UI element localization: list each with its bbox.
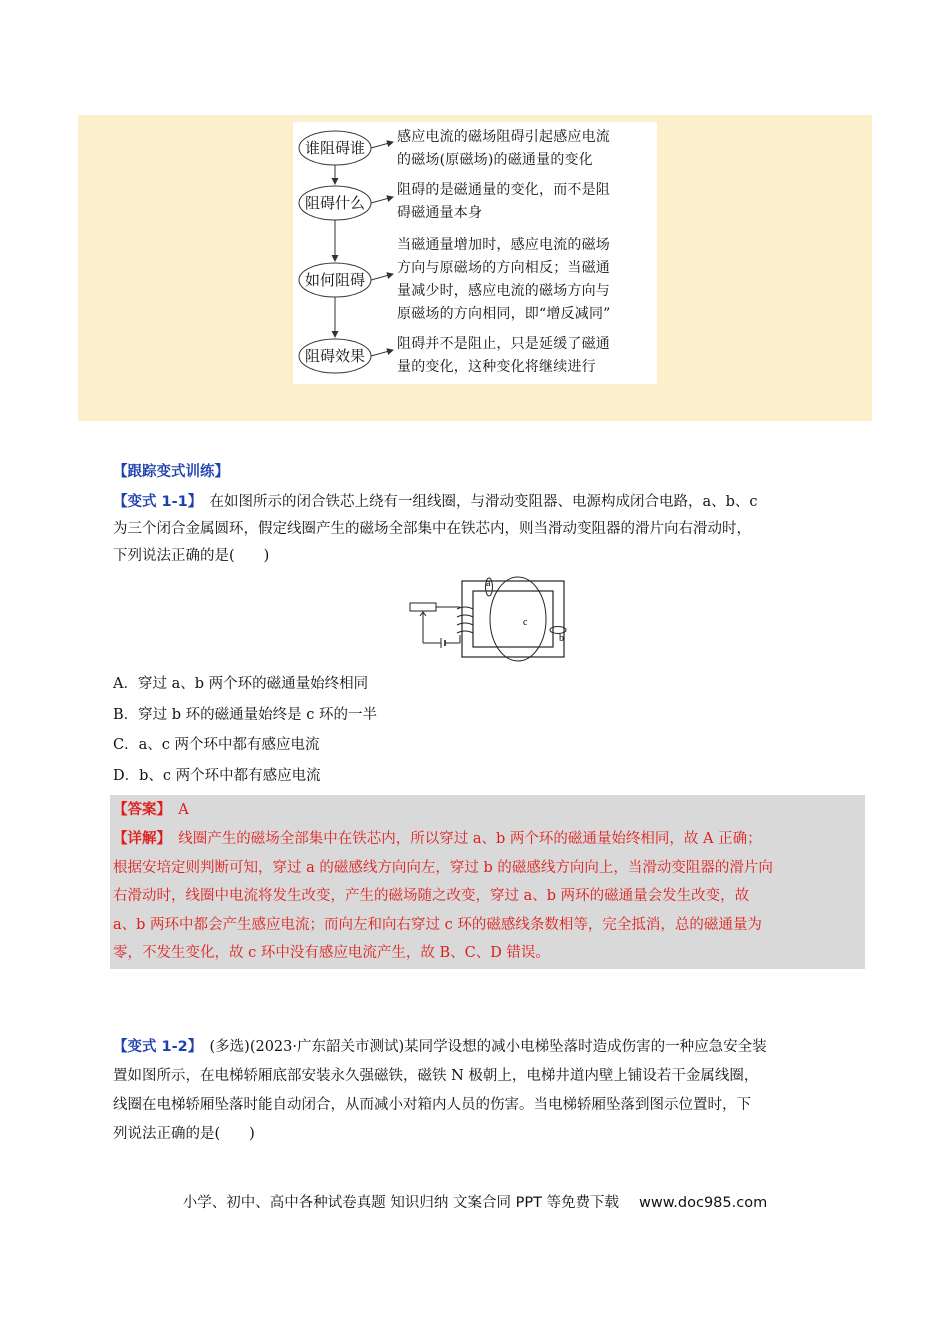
option-c: C．a、c 两个环中都有感应电流 bbox=[113, 737, 320, 753]
option-b: B．穿过 b 环的磁通量始终是 c 环的一半 bbox=[113, 707, 377, 723]
section-title: 【跟踪变式训练】 bbox=[113, 464, 229, 480]
answer-tag: 【答案】 bbox=[113, 802, 164, 818]
question-text: 在如图所示的闭合铁芯上绕有一组线圈，与滑动变阻器、电源构成闭合电路，a、b、c bbox=[209, 494, 758, 510]
detail-text bbox=[113, 825, 865, 968]
question-text: (多选)(2023·广东韶关市测试)某同学设想的减小电梯坠落时造成伤害的一种应急安全装 bbox=[209, 1039, 767, 1055]
node-what: 阻碍什么 bbox=[304, 194, 365, 212]
page-footer bbox=[0, 1191, 950, 1212]
desc-line: 当磁通量增加时，感应电流的磁场 bbox=[397, 237, 610, 253]
question-1-2 bbox=[113, 1033, 865, 1149]
label-c: c bbox=[523, 617, 528, 628]
circuit-figure bbox=[405, 575, 575, 665]
question-line: 列说法正确的是( ) bbox=[113, 1126, 255, 1142]
answer-value: A bbox=[178, 802, 189, 818]
footer-site-link[interactable]: www.doc985.com bbox=[639, 1195, 768, 1211]
question-line bbox=[113, 489, 865, 516]
detail-line: a、b 两环中都会产生感应电流；而向左和向右穿过 c 环的磁感线条数相等，完全抵消，总的磁通量为 bbox=[113, 916, 762, 933]
answer-box bbox=[110, 795, 865, 969]
detail-line: 零，不发生变化，故 c 环中没有感应电流产生，故 B、C、D 错误。 bbox=[113, 945, 550, 961]
desc-line: 量减少时，感应电流的磁场方向与 bbox=[397, 283, 610, 299]
desc-who bbox=[397, 126, 649, 172]
desc-how bbox=[397, 234, 649, 326]
node-how: 如何阻碍 bbox=[304, 271, 365, 289]
detail-text-first: 线圈产生的磁场全部集中在铁芯内，所以穿过 a、b 两个环的磁通量始终相同，故 A 正确； bbox=[178, 831, 762, 847]
flowchart bbox=[293, 122, 657, 384]
desc-line: 碍磁通量本身 bbox=[397, 205, 483, 221]
option-a: A．穿过 a、b 两个环的磁通量始终相同 bbox=[113, 676, 369, 692]
node-who: 谁阻碍谁 bbox=[304, 139, 365, 157]
desc-effect bbox=[397, 333, 649, 379]
label-b: b bbox=[559, 633, 564, 644]
question-tag: 【变式 1-2】 bbox=[113, 1039, 195, 1055]
desc-line: 阻碍并不是阻止，只是延缓了磁通 bbox=[397, 336, 610, 352]
question-line: 下列说法正确的是( ) bbox=[113, 548, 270, 564]
detail-tag: 【详解】 bbox=[113, 831, 164, 847]
desc-what bbox=[397, 179, 649, 225]
detail-line: 根据安培定则判断可知，穿过 a 的磁感线方向向左，穿过 b 的磁感线方向向上，当滑动变阻器的滑片向 bbox=[113, 859, 773, 876]
node-effect: 阻碍效果 bbox=[304, 347, 365, 365]
question-line: 线圈在电梯轿厢坠落时能自动闭合，从而减小对箱内人员的伤害。当电梯轿厢坠落到图示位置时，下 bbox=[113, 1097, 751, 1113]
desc-line: 的磁场(原磁场)的磁通量的变化 bbox=[397, 152, 593, 168]
detail-line: 右滑动时，线圈中电流将发生改变，产生的磁场随之改变，穿过 a、b 两环的磁通量会发生改变，故 bbox=[113, 888, 750, 904]
desc-line: 量的变化，这种变化将继续进行 bbox=[397, 359, 596, 375]
question-1-1 bbox=[113, 489, 865, 570]
detail-line bbox=[113, 825, 865, 854]
question-line: 为三个闭合金属圆环，假定线圈产生的磁场全部集中在铁芯内，则当滑动变阻器的滑片向右滑动时， bbox=[113, 521, 751, 537]
answer-line bbox=[113, 799, 189, 821]
desc-line: 原磁场的方向相同，即“增反减同” bbox=[397, 306, 611, 322]
question-line: 置如图所示，在电梯轿厢底部安装永久强磁铁，磁铁 N 极朝上，电梯井道内壁上铺设若干金属线圈， bbox=[113, 1068, 759, 1084]
question-tag: 【变式 1-1】 bbox=[113, 494, 195, 510]
label-a: a bbox=[486, 578, 491, 589]
desc-line: 方向与原磁场的方向相反；当磁通 bbox=[397, 260, 610, 276]
footer-text: 小学、初中、高中各种试卷真题 知识归纳 文案合同 PPT 等免费下载 bbox=[182, 1195, 620, 1211]
desc-line: 阻碍的是磁通量的变化，而不是阻 bbox=[397, 182, 610, 198]
desc-line: 感应电流的磁场阻碍引起感应电流 bbox=[397, 129, 610, 145]
question-line bbox=[113, 1033, 865, 1062]
option-d: D．b、c 两个环中都有感应电流 bbox=[113, 768, 321, 784]
